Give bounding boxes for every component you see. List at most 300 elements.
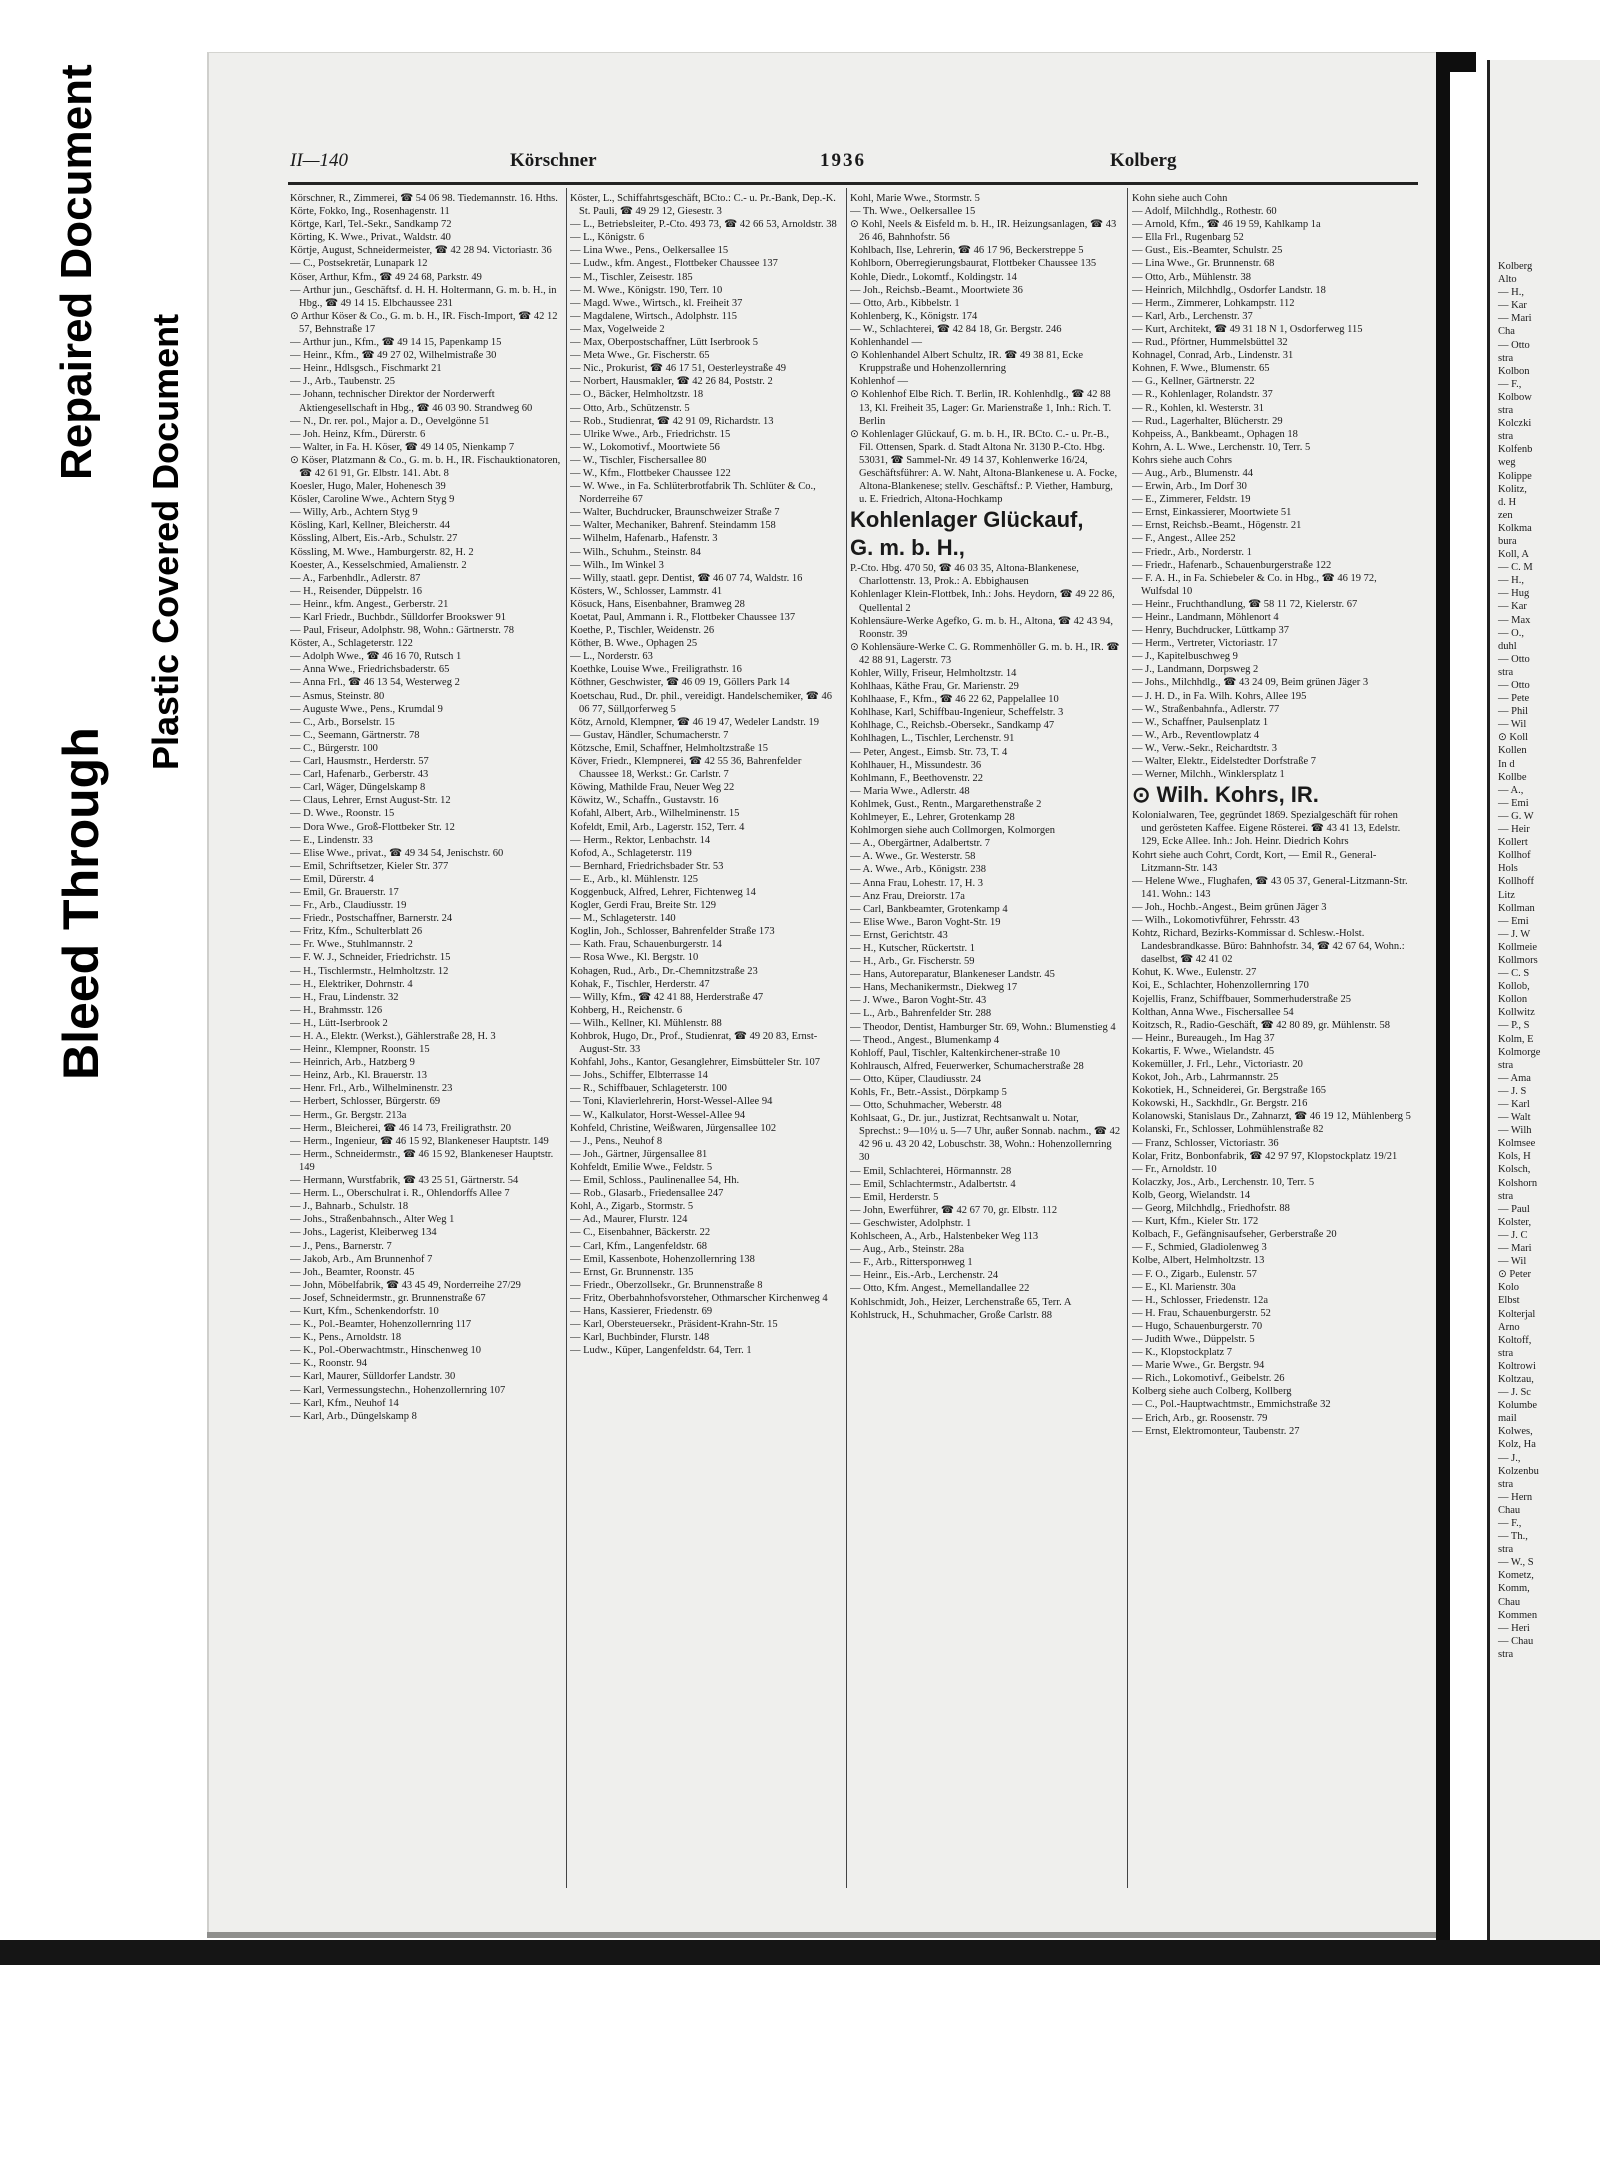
- adjacent-fragment: Koltoff,: [1498, 1334, 1532, 1346]
- adjacent-fragment: zen: [1498, 509, 1513, 521]
- adjacent-fragment: stra: [1498, 405, 1514, 417]
- directory-entry: — Auguste Wwe., Pens., Krumdal 9: [290, 703, 443, 715]
- directory-entry: — W., Straßenbahnfa., Adlerstr. 77: [1132, 703, 1280, 715]
- adjacent-fragment: stra: [1498, 352, 1514, 364]
- adjacent-fragment: — H.,: [1498, 287, 1524, 299]
- adjacent-fragment: Kolshorn: [1498, 1177, 1538, 1189]
- directory-entry: — Hugo, Schauenburgerstr. 70: [1132, 1320, 1263, 1332]
- directory-entry: — Joh., Gärtner, Jürgensallee 81: [570, 1148, 708, 1160]
- column-rule: [846, 188, 847, 1888]
- directory-entry: Koetschau, Rud., Dr. phil., vereidigt. Handelschemiker, ☎ 46 06 77, Süllдorferweg 5: [570, 690, 832, 715]
- scan-bottom-band: [0, 1940, 1600, 1965]
- directory-entry: ⊙ Kohlenhandel Albert Schultz, IR. ☎ 49 38 81, Ecke Kruppstraße und Hohenzollernring: [850, 350, 1083, 375]
- directory-entry: — Karl, Buchbinder, Flurstr. 148: [570, 1332, 710, 1344]
- directory-entry: Kohlhaas, Käthe Frau, Gr. Marienstr. 29: [850, 681, 1019, 693]
- directory-entry: — Josef, Schneidermstr., gr. Brunnenstraße 67: [290, 1292, 486, 1304]
- directory-entry: Körte, Fokko, Ing., Rosenhagenstr. 11: [290, 206, 450, 218]
- adjacent-fragment: — Emi: [1498, 915, 1529, 927]
- directory-entry: — Hermann, Wurstfabrik, ☎ 43 25 51, Gärtnerstr. 54: [290, 1175, 519, 1187]
- directory-entry: Kösler, Caroline Wwe., Achtern Styg 9: [290, 494, 455, 506]
- directory-entry: — Hans, Mechanikermstr., Diekweg 17: [850, 982, 1018, 994]
- adjacent-fragment: Kommen: [1498, 1609, 1538, 1621]
- directory-entry: Kösuck, Hans, Eisenbahner, Bramwеg 28: [570, 598, 745, 610]
- adjacent-fragment: Kollwitz: [1498, 1007, 1535, 1019]
- directory-entry: — Ernst, Gr. Brunnenstr. 135: [570, 1266, 694, 1278]
- directory-entry: — Anna Frl., ☎ 46 13 54, Westerweg 2: [290, 677, 460, 689]
- directory-entry: — Fr., Arb., Claudiusstr. 19: [290, 900, 407, 912]
- directory-entry: — Fritz, Oberbahnhofsvorsteher, Othmarscher Kirchenweg 4: [570, 1292, 828, 1304]
- adjacent-fragment: Kolbow: [1498, 391, 1532, 403]
- adjacent-fragment: stra: [1498, 1190, 1514, 1202]
- directory-entry: — Theodor, Dentist, Hamburger Str. 69, Wohn.: Blumenstieg 4: [850, 1021, 1116, 1033]
- directory-entry: Kohlenhandel —: [850, 337, 923, 349]
- adjacent-fragment: — C. M: [1498, 562, 1533, 574]
- directory-entry: — K., Pol.-Oberwachtmstr., Hinschenweg 10: [290, 1345, 482, 1357]
- directory-entry: — Bernhard, Friedrichsbader Str. 53: [570, 860, 724, 872]
- directory-entry: — Emil, Gr. Brauerstr. 17: [290, 886, 399, 898]
- directory-entry: — Herbert, Schlosser, Bürgerstr. 69: [290, 1096, 441, 1108]
- directory-entry: Kolberg siehe auch Colberg, Kollberg: [1132, 1386, 1292, 1398]
- directory-entry: Köster, L., Schiffahrtsgeschäft, BCto.: C.- u. Pr.-Bank, Dep.-K. St. Pauli, ☎ 49 29 12, Giesestr. 3: [570, 193, 836, 218]
- directory-entry: — Fr. Wwe., Stuhlmannstr. 2: [290, 939, 413, 951]
- directory-entry: — Kurt, Architekt, ☎ 49 31 18 N 1, Osdorferweg 115: [1132, 323, 1363, 335]
- directory-entry: Kohlbach, Ilse, Lehrerin, ☎ 46 17 96, Beckerstreppe 5: [850, 245, 1084, 257]
- adjacent-fragment: Kolo: [1498, 1282, 1519, 1294]
- adjacent-fragment: — J.,: [1498, 1452, 1521, 1464]
- directory-entry: — Kurt, Kfm., Schenkendorfstr. 10: [290, 1305, 439, 1317]
- directory-entry: — C., Arb., Borselstr. 15: [290, 716, 395, 728]
- directory-entry: — Ernst, Elektromonteur, Taubenstr. 27: [1132, 1425, 1300, 1437]
- directory-entry: — Herm., Schneidermstr., ☎ 46 15 92, Blankeneser Hauptstr. 149: [290, 1148, 554, 1173]
- directory-entry: Kohfahl, Johs., Kantor, Gesanglehrer, Eimsbütteler Str. 107: [570, 1057, 820, 1069]
- directory-entry: Kohpeiss, A., Bankbeamt., Ophagen 18: [1132, 428, 1298, 440]
- adjacent-fragment: Kollob,: [1498, 981, 1530, 993]
- directory-entry: Kokotiek, H., Schneiderei, Gr. Bergstraße 165: [1132, 1085, 1327, 1097]
- directory-entry: — R., Kohlenlager, Rolandstr. 37: [1132, 389, 1273, 401]
- directory-entry: — Walter, in Fa. H. Köser, ☎ 49 14 05, Nienkamp 7: [290, 441, 515, 453]
- adjacent-fragment: ⊙ Koll: [1498, 732, 1529, 744]
- directory-entry: Kohut, K. Wwe., Eulenstr. 27: [1132, 967, 1257, 979]
- adjacent-fragment: Kollon: [1498, 994, 1528, 1006]
- plastic-covered-label: Plastic Covered Document: [145, 313, 186, 770]
- directory-entry: — Emil, Dürerstr. 4: [290, 873, 374, 885]
- directory-entry: — Johann, technischer Direktor der Norderwerft Aktiengesellschaft in Hbg., ☎ 46 03 90. Strandweg 60: [290, 389, 533, 414]
- directory-entry: Koesler, Hugo, Maler, Hohenesch 39: [290, 481, 446, 493]
- adjacent-fragment: — F.,: [1498, 1518, 1522, 1529]
- directory-entry: — Anna Frau, Lohestr. 17, H. 3: [850, 877, 983, 889]
- directory-entry: — Herm., Bleicherei, ☎ 46 14 73, Freiligrathstr. 20: [290, 1122, 511, 1134]
- directory-entry: — J., Pens., Neuhof 8: [570, 1135, 663, 1147]
- adjacent-fragment: — C. S: [1498, 968, 1530, 980]
- directory-entry: — Ernst, Gerichtstr. 43: [850, 929, 948, 941]
- directory-entry: — H. Frau, Schauenburgerstr. 52: [1132, 1307, 1271, 1319]
- directory-entry: G. m. b. H.,: [850, 535, 965, 561]
- directory-entry: Kokartis, F. Wwe., Wielandstr. 45: [1132, 1045, 1275, 1057]
- directory-entry: — Emil, Schlachtermstr., Adalbertstr. 4: [850, 1178, 1016, 1190]
- directory-entry: — H., Elektriker, Dohrnstr. 4: [290, 978, 413, 990]
- directory-entry: — Nic., Prokurist, ☎ 46 17 51, Oesterleystraße 49: [570, 363, 787, 375]
- directory-entry: Kohlstruck, H., Schuhmacher, Große Carlstr. 88: [850, 1309, 1052, 1321]
- directory-entry: Köver, Friedr., Klempnerei, ☎ 42 55 36, Bahrenfelder Chaussee 18, Werkst.: Gr. Carlstr. 7: [570, 756, 802, 781]
- directory-entry: — Carl, Hafenarb., Gerberstr. 43: [290, 769, 429, 781]
- adjacent-fragment: — A.,: [1498, 784, 1524, 796]
- directory-column-1: [290, 192, 562, 1882]
- directory-entry: — G., Kellner, Gärtnerstr. 22: [1132, 376, 1255, 388]
- directory-entry: ⊙ Wilh. Kohrs, IR.: [1132, 782, 1319, 808]
- directory-entry: — Heinrich, Arb., Hatzberg 9: [290, 1057, 415, 1069]
- adjacent-fragment: Elbst: [1498, 1295, 1520, 1307]
- directory-entry: — H., Brahmsstr. 126: [290, 1004, 383, 1016]
- adjacent-fragment: — G. W: [1498, 810, 1534, 822]
- adjacent-fragment: Litz: [1498, 889, 1515, 901]
- directory-entry: Kohfeldt, Emilie Wwe., Feldstr. 5: [570, 1161, 713, 1173]
- adjacent-fragment: — H.,: [1498, 575, 1524, 587]
- directory-entry: — Emil, Kassenbote, Hohenzollernring 138: [570, 1253, 755, 1265]
- directory-entry: Koglin, Joh., Schlosser, Bahrenfelder Straße 173: [570, 926, 775, 938]
- adjacent-fragment: d. H: [1498, 496, 1517, 508]
- directory-column-3: [850, 192, 1122, 1882]
- directory-entry: Kolanski, Fr., Schlosser, Lohmühlenstraße 82: [1132, 1124, 1324, 1136]
- directory-entry: Kohl, Marie Wwe., Stormstr. 5: [850, 193, 980, 204]
- adjacent-fragment: — F.,: [1498, 378, 1522, 390]
- adjacent-fragment: Kolsch,: [1498, 1164, 1531, 1176]
- directory-entry: Kohler, Willy, Friseur, Helmholtzstr. 14: [850, 668, 1017, 679]
- directory-entry: — Rich., Lokomotivf., Geibelstr. 26: [1132, 1373, 1285, 1385]
- directory-entry: Kösters, W., Schlosser, Lammstr. 41: [570, 585, 723, 597]
- directory-entry: Kohlenlager Glückauf,: [850, 507, 1084, 533]
- directory-entry: — Ella Frl., Rugenbarg 52: [1132, 232, 1244, 244]
- adjacent-fragment: — Hern: [1498, 1491, 1533, 1503]
- directory-entry: ⊙ Köser, Platzmann & Co., G. m. b. H., IR. Fischauktionatoren, ☎ 42 61 91, Gr. Elbstr. 141. Abt. 8: [290, 454, 561, 479]
- directory-entry: Kohlscheen, A., Arb., Halstenbeker Weg 113: [850, 1231, 1039, 1243]
- directory-entry: — Otto, Arb., Mühlenstr. 38: [1132, 271, 1252, 283]
- directory-entry: — M., Tischler, Zeisestr. 185: [570, 271, 693, 283]
- directory-entry: — W., Tischler, Fischersallee 80: [570, 454, 707, 466]
- adjacent-fragment: Koltrowi: [1498, 1360, 1536, 1372]
- bleed-through-label: Bleed Through: [53, 727, 109, 1080]
- directory-entry: Kohlhase, Karl, Schiffbau-Ingenieur, Scheffelstr. 3: [850, 707, 1064, 719]
- adjacent-fragment: Kolzenbu: [1498, 1465, 1539, 1477]
- directory-entry: — Henry, Buchdrucker, Lüttkamp 37: [1132, 625, 1289, 637]
- directory-entry: — Fr., Arnoldstr. 10: [1132, 1163, 1217, 1175]
- directory-column-4: [1132, 192, 1414, 1882]
- directory-entry: — Rud., Pförtner, Hummelsbüttel 32: [1132, 337, 1288, 349]
- directory-entry: — Rob., Studienrat, ☎ 42 91 09, Richardstr. 13: [570, 415, 774, 427]
- directory-entry: — Ulrike Wwe., Arb., Friedrichstr. 15: [570, 428, 731, 440]
- directory-entry: — Emil, Schlachterei, Hörmannstr. 28: [850, 1165, 1012, 1177]
- adjacent-fragment: Kollman: [1498, 902, 1535, 914]
- directory-entry: — Th. Wwe., Oelkersallee 15: [850, 206, 976, 218]
- directory-entry: — Lina Wwe., Pens., Oelkersallee 15: [570, 245, 729, 257]
- adjacent-fragment: stra: [1498, 1059, 1514, 1071]
- adjacent-fragment: Kolczki: [1498, 418, 1532, 430]
- directory-entry: — F., Arb., Rittersporнweg 1: [850, 1257, 973, 1269]
- directory-entry: Kohlmeyer, E., Lehrer, Grotenkamp 28: [850, 812, 1015, 824]
- adjacent-fragment: Komm,: [1498, 1583, 1530, 1595]
- directory-entry: Köthner, Geschwister, ☎ 46 09 19, Göllers Park 14: [570, 677, 790, 689]
- directory-entry: — Arnold, Kfm., ☎ 46 19 59, Kahlkamp 1a: [1132, 219, 1321, 231]
- directory-entry: Koethe, P., Tischler, Weidenstr. 26: [570, 625, 715, 637]
- adjacent-fragment: Kolbon: [1498, 365, 1530, 377]
- directory-entry: — Wilh., Schuhm., Steinstr. 84: [570, 546, 701, 558]
- adjacent-fragment: Chau: [1498, 1596, 1521, 1608]
- adjacent-fragment: Kolmseе: [1498, 1138, 1536, 1150]
- directory-entry: — Friedr., Postschaffner, Barnerstr. 24: [290, 913, 453, 925]
- directory-entry: ⊙ Kohl, Neels & Eisfeld m. b. H., IR. Heizungsanlagen, ☎ 43 26 46, Bahnhofstr. 56: [850, 219, 1117, 244]
- directory-entry: — Heinr., Kfm., ☎ 49 27 02, Wilhelmistraße 30: [290, 350, 497, 362]
- directory-entry: — Walter, Buchdrucker, Braunschweizer Straße 7: [570, 507, 780, 519]
- directory-entry: — C., Pol.-Hauptwachtmstr., Emmichstraße 32: [1132, 1399, 1331, 1411]
- directory-entry: — Heinr., kfm. Angest., Gerberstr. 21: [290, 598, 449, 610]
- directory-entry: — Johs., Straßenbahnsch., Alter Weg 1: [290, 1214, 455, 1226]
- first-entry-word: Körschner: [510, 150, 597, 171]
- directory-entry: Koi, E., Schlachter, Hohenzollernring 170: [1132, 980, 1309, 992]
- directory-entry: — John, Ewerführer, ☎ 42 67 70, gr. Elbstr. 112: [850, 1204, 1058, 1216]
- adjacent-fragment: — Otto: [1498, 653, 1530, 665]
- adjacent-fragment: Kolfenb: [1498, 444, 1533, 456]
- adjacent-fragment: stra: [1498, 1347, 1514, 1359]
- directory-entry: — K., Pens., Arnoldstr. 18: [290, 1332, 402, 1344]
- adjacent-page: [1487, 60, 1600, 1940]
- adjacent-fragment: ⊙ Peter: [1498, 1269, 1531, 1281]
- directory-entry: — Herm., Zimmerer, Lohkampstr. 112: [1132, 297, 1295, 309]
- directory-entry: — Rosa Wwe., Kl. Bergstr. 10: [570, 952, 699, 964]
- adjacent-fragment: Koll, A: [1498, 549, 1529, 561]
- adjacent-fragment: — J. S: [1498, 1085, 1527, 1097]
- directory-entry: — Willy, staatl. gepr. Dentist, ☎ 46 07 74, Waldstr. 16: [570, 572, 803, 584]
- directory-entry: — Werner, Milchh., Winklersplatz 1: [1132, 769, 1285, 781]
- directory-entry: — C., Seemann, Gärtnerstr. 78: [290, 729, 420, 741]
- adjacent-fragment: Kolz, Ha: [1498, 1439, 1536, 1451]
- directory-entry: — Henr. Frl., Arb., Wilhelminenstr. 23: [290, 1083, 453, 1095]
- directory-entry: Kössling, M. Wwe., Hamburgerstr. 82, H. 2: [290, 546, 474, 558]
- directory-entry: — H. A., Elektr. (Werkst.), Gählerstraße 28, H. 3: [290, 1031, 496, 1042]
- directory-entry: Kolonialwaren, Tee, gegründet 1869. Spezialgeschäft für rohen und gerösteten Kaffee. Eigene Rösterei. ☎ 43 41 13, Edelstr. 129, Ecke Allee. Inh.: Joh. Heinr. Diedrich Kohrs: [1132, 810, 1401, 848]
- directory-entry: ⊙ Kohlenlager Glückauf, G. m. b. H., IR. BCto. C.- u. Pr.-B., Fil. Ottensen, Spark. d. Stadt Altona Nr. 3130 P.-Cto. Hbg. 53031, ☎ Sammel-Nr. 49 14 37, Kohlenwerke 16/24, Geschäftsführer: A. W. Naht, Altona-Blankenese u. A. Focke, Altona-Blankenese; stellv. Geschäftsf.: P. Viether, Hamburg, u. E. Friedrich, Altona-Hochkamp: [850, 428, 1118, 506]
- adjacent-fragment: — Phil: [1498, 706, 1529, 718]
- directory-entry: — W., Kfm., Flottbeker Chaussee 122: [570, 467, 731, 479]
- directory-entry: — Helene Wwe., Flughafen, ☎ 43 05 37, General-Litzmann-Str. 141. Wohn.: 143: [1132, 875, 1408, 900]
- directory-entry: — Gust., Eis.-Beamter, Schulstr. 25: [1132, 245, 1283, 257]
- directory-entry: Kolb, Georg, Wielandstr. 14: [1132, 1189, 1251, 1201]
- directory-entry: — Wilh., Im Winkel 3: [570, 559, 664, 571]
- directory-entry: — H., Arb., Gr. Fischerstr. 59: [850, 956, 975, 968]
- directory-entry: — Wilh., Kellner, Kl. Mühlenstr. 88: [570, 1017, 722, 1029]
- directory-entry: — J., Landmann, Dorpsweg 2: [1132, 664, 1259, 676]
- adjacent-fragment: — Wil: [1498, 1256, 1527, 1268]
- directory-entry: Kohls, Fr., Betr.-Assist., Dörpkamp 5: [850, 1087, 1007, 1098]
- directory-entry: — O., Bäcker, Helmholtzstr. 18: [570, 389, 704, 401]
- directory-entry: — W. Wwe., in Fa. Schlüterbrotfabrik Th. Schlüter & Co., Norderreihe 67: [570, 481, 816, 506]
- directory-entry: — L., Norderstr. 63: [570, 651, 653, 663]
- directory-entry: — W., Schaffner, Paulsenplatz 1: [1132, 716, 1269, 728]
- adjacent-fragment: In d: [1498, 758, 1515, 770]
- directory-entry: — Ludw., kfm. Angest., Flottbeker Chaussee 137: [570, 258, 778, 270]
- directory-entry: — Friedr., Arb., Norderstr. 1: [1132, 546, 1252, 558]
- adjacent-fragment: — Kar: [1498, 601, 1527, 613]
- adjacent-fragment: Kometz,: [1498, 1570, 1534, 1582]
- adjacent-fragment: — W., S: [1498, 1557, 1534, 1569]
- directory-entry: Kolanowski, Stanislaus Dr., Zahnarzt, ☎ 46 19 12, Mühlenberg 5: [1132, 1111, 1411, 1123]
- adjacent-fragment: Chau: [1498, 1504, 1521, 1516]
- directory-entry: — Wilh., Lokomotivführer, Fehrsstr. 43: [1132, 914, 1300, 926]
- directory-entry: — F. A. H., in Fa. Schiebeler & Co. in Hbg., ☎ 46 19 72, Wulfsdal 10: [1132, 572, 1377, 597]
- adjacent-fragment: — Wilh: [1498, 1125, 1532, 1137]
- directory-entry: Kohlhauer, H., Missundestr. 36: [850, 759, 982, 771]
- directory-entry: — Otto, Schuhmacher, Weberstr. 48: [850, 1100, 1002, 1112]
- directory-entry: — C., Postsekretär, Lunapark 12: [290, 258, 428, 270]
- directory-entry: Koitzsch, R., Radio-Geschäft, ☎ 42 80 89, gr. Mühlenstr. 58: [1132, 1019, 1391, 1031]
- adjacent-fragment: — Paul: [1498, 1203, 1530, 1215]
- directory-entry: — Erich, Arb., gr. Roosenstr. 79: [1132, 1412, 1268, 1424]
- directory-entry: Kolbach, F., Gefängnisaufseher, Gerberstraße 20: [1132, 1229, 1337, 1241]
- directory-entry: — K., Klopstockplatz 7: [1132, 1347, 1233, 1359]
- directory-entry: — Carl, Hausmstr., Herderstr. 57: [290, 756, 429, 768]
- directory-entry: — John, Möbelfabrik, ☎ 43 45 49, Norderreihe 27/29: [290, 1279, 521, 1291]
- binding-top: [1436, 52, 1476, 72]
- directory-entry: — Wilhelm, Hafenarb., Hafenstr. 3: [570, 533, 718, 545]
- directory-entry: Kohbrok, Hugo, Dr., Prof., Studienrat, ☎ 49 20 83, Ernst-August-Str. 33: [570, 1031, 818, 1056]
- adjacent-fragment: Kollert: [1498, 837, 1528, 849]
- directory-entry: — Ludw., Küper, Langenfeldstr. 64, Terr. 1: [570, 1345, 752, 1357]
- adjacent-fragment: Kolterjal: [1498, 1308, 1536, 1320]
- directory-entry: Kohlborn, Oberregierungsbaurat, Flottbeker Chaussee 135: [850, 258, 1097, 270]
- directory-entry: — Georg, Milchhdlg., Friedhofstr. 88: [1132, 1203, 1290, 1215]
- directory-entry: — Herm., Vertreter, Victoriastr. 17: [1132, 638, 1278, 650]
- directory-entry: — Theod., Angest., Blumenkamp 4: [850, 1034, 1000, 1046]
- last-entry-word: Kolberg: [1110, 150, 1177, 171]
- directory-entry: — Aug., Arb., Blumenstr. 44: [1132, 467, 1254, 479]
- directory-entry: — J., Pens., Barnerstr. 7: [290, 1240, 392, 1252]
- directory-entry: Kohlensäure-Werke Agefko, G. m. b. H., Altona, ☎ 42 43 94, Roonstr. 39: [850, 615, 1114, 640]
- adjacent-fragment: — Pete: [1498, 693, 1530, 705]
- adjacent-fragment: — Chau: [1498, 1635, 1534, 1647]
- directory-entry: — Kurt, Kfm., Kieler Str. 172: [1132, 1216, 1259, 1228]
- adjacent-fragment: — Karl: [1498, 1099, 1530, 1110]
- directory-entry: — Ad., Maurer, Flurstr. 124: [570, 1214, 688, 1226]
- adjacent-fragment: — Wil: [1498, 719, 1527, 731]
- adjacent-fragment: — J. Sc: [1498, 1387, 1531, 1399]
- adjacent-fragment: — O.,: [1498, 627, 1524, 639]
- directory-entry: — E., Lindenstr. 33: [290, 834, 373, 846]
- adjacent-fragment: — Heri: [1498, 1622, 1530, 1634]
- directory-entry: ⊙ Kohlenhof Elbe Rich. T. Berlin, IR. Kohlenhdlg., ☎ 42 88 13, Kl. Freiheit 35, Lager: Gr. Marienstraße 1, Inh.: Rich. T. Berlin: [850, 389, 1112, 427]
- directory-entry: Kohlschmidt, Joh., Heizer, Lerchenstraße 65, Terr. A: [850, 1296, 1072, 1308]
- adjacent-fragment: — Th.,: [1498, 1531, 1528, 1543]
- directory-entry: Köser, Arthur, Kfm., ☎ 49 24 68, Parkstr. 49: [290, 271, 482, 283]
- directory-entry: — Claus, Lehrer, Ernst August-Str. 12: [290, 795, 451, 807]
- directory-entry: — M. Wwe., Königstr. 190, Terr. 10: [570, 284, 723, 296]
- adjacent-fragment: stra: [1498, 431, 1514, 443]
- directory-entry: — R., Kohlen, kl. Westerstr. 31: [1132, 402, 1264, 414]
- directory-entry: Kohrn, A. L. Wwe., Lerchenstr. 10, Terr. 5: [1132, 441, 1311, 453]
- directory-entry: Kohlmorgen siehe auch Collmorgen, Kolmorgen: [850, 825, 1056, 837]
- directory-entry: Kohlmek, Gust., Rentn., Margarethenstraße 2: [850, 798, 1042, 810]
- directory-entry: Kolthan, Anna Wwe., Fischersallee 54: [1132, 1006, 1294, 1018]
- page-number: II—140: [290, 150, 349, 171]
- adjacent-fragment: stra: [1498, 1544, 1514, 1556]
- directory-entry: — J. H. D., in Fa. Wilh. Kohrs, Allee 195: [1132, 690, 1307, 702]
- directory-entry: Kötzsche, Emil, Schaffner, Helmholtzstraße 15: [570, 742, 768, 754]
- adjacent-fragment: Arno: [1498, 1321, 1520, 1333]
- adjacent-fragment: weg: [1498, 457, 1516, 469]
- directory-entry: Kohagen, Rud., Arb., Dr.-Chemnitzstraße 23: [570, 965, 758, 977]
- directory-entry: — Judith Wwe., Düppelstr. 5: [1132, 1333, 1255, 1345]
- directory-entry: — A., Farbenhdlr., Adlerstr. 87: [290, 572, 421, 584]
- directory-entry: — Asmus, Steinstr. 80: [290, 690, 385, 702]
- directory-entry: — F. O., Zigarb., Eulenstr. 57: [1132, 1268, 1257, 1280]
- directory-entry: Kohberg, H., Reichenstr. 6: [570, 1004, 683, 1016]
- directory-entry: Kohnagel, Conrad, Arb., Lindenstr. 31: [1132, 350, 1294, 362]
- directory-entry: Kohloff, Paul, Tischler, Kaltenkirchener-straße 10: [850, 1047, 1061, 1059]
- adjacent-fragment: bura: [1498, 535, 1517, 547]
- directory-entry: — A., Obergärtner, Adalbertstr. 7: [850, 838, 990, 850]
- directory-entry: — E., Zimmerer, Feldstr. 19: [1132, 494, 1251, 506]
- directory-entry: — L., Arb., Bahrenfelder Str. 288: [850, 1008, 992, 1020]
- directory-entry: — Karl, Obersteuersekr., Präsident-Krahn-Str. 15: [570, 1319, 778, 1331]
- directory-entry: — Joh., Beamter, Roonstr. 45: [290, 1266, 415, 1278]
- directory-entry: — M., Schlageterstr. 140: [570, 913, 676, 925]
- directory-entry: — W., Arb., Reventlowplatz 4: [1132, 729, 1260, 741]
- directory-entry: — Karl, Maurer, Sülldorfer Landstr. 30: [290, 1371, 456, 1383]
- directory-entry: Kohle, Diedr., Lokomtf., Koldingstr. 14: [850, 271, 1017, 283]
- directory-entry: — Adolph Wwe., ☎ 46 16 70, Rutsch 1: [290, 651, 462, 663]
- directory-entry: — Max, Oberpostschaffner, Lütt Iserbrook 5: [570, 337, 759, 349]
- directory-entry: Köther, B. Wwe., Ophagen 25: [570, 638, 698, 650]
- directory-entry: — Otto, Küper, Claudiusstr. 24: [850, 1073, 982, 1085]
- directory-entry: — Jakob, Arb., Am Brunnenhof 7: [290, 1253, 433, 1265]
- directory-entry: Kogler, Gerdi Frau, Breite Str. 129: [570, 900, 716, 912]
- directory-entry: — Hans, Kassierer, Friedenstr. 69: [570, 1305, 713, 1317]
- directory-entry: — D. Wwe., Roonstr. 15: [290, 808, 395, 820]
- directory-entry: — Emil, Herderstr. 5: [850, 1191, 939, 1203]
- directory-entry: — H., Lütt-Iserbrook 2: [290, 1017, 388, 1029]
- directory-entry: — Emil, Schloss., Paulinenallee 54, Hh.: [570, 1175, 740, 1187]
- directory-entry: — A. Wwe., Arb., Königstr. 238: [850, 864, 987, 876]
- directory-entry: — Herm. L., Oberschulrat i. R., Ohlendorffs Allee 7: [290, 1188, 510, 1200]
- directory-entry: Kolbe, Albert, Helmholtzstr. 13: [1132, 1255, 1265, 1267]
- directory-entry: — Emil, Schriftsetzer, Kieler Str. 377: [290, 860, 449, 872]
- directory-entry: — Joh., Reichsb.-Beamt., Moortwiete 36: [850, 284, 1023, 296]
- directory-entry: — W., Schlachterei, ☎ 42 84 18, Gr. Bergstr. 246: [850, 323, 1062, 335]
- directory-entry: — Dora Wwe., Groß-Flottbeker Str. 12: [290, 821, 455, 833]
- directory-entry: — Joh., Hochb.-Angest., Beim grünen Jäger 3: [1132, 901, 1327, 913]
- directory-entry: Kokemüller, J. Frl., Lehr., Victoriastr. 20: [1132, 1059, 1303, 1070]
- directory-entry: Kolar, Fritz, Bonbonfabrik, ☎ 42 97 97, Klopstockplatz 19/21: [1132, 1150, 1398, 1162]
- directory-entry: Kohl, A., Zigarb., Stormstr. 5: [570, 1201, 694, 1213]
- adjacent-fragment: duhl: [1498, 640, 1517, 652]
- directory-entry: — Adolf, Milchhdlg., Rothestr. 60: [1132, 206, 1277, 218]
- directory-entry: P.-Cto. Hbg. 470 50, ☎ 46 03 35, Altona-Blankenese, Charlottenstr. 13, Prok.: A. Ebbighausen: [850, 563, 1079, 588]
- directory-entry: Kohak, F., Tischler, Herderstr. 47: [570, 978, 710, 990]
- directory-entry: Körtge, Karl, Tel.-Sekr., Sandkamp 72: [290, 219, 452, 231]
- directory-entry: — Erwin, Arb., Im Dorf 30: [1132, 481, 1247, 493]
- adjacent-fragment: — P., S: [1498, 1020, 1530, 1032]
- directory-entry: — Ernst, Reichsb.-Beamt., Högenstr. 21: [1132, 520, 1302, 532]
- directory-entry: Kohlhagen, L., Tischler, Lerchenstr. 91: [850, 733, 1015, 745]
- directory-entry: Körting, K. Wwe., Privat., Waldstr. 40: [290, 232, 451, 244]
- directory-entry: Koetat, Paul, Ammann i. R., Flottbeker Chaussee 137: [570, 612, 796, 623]
- directory-entry: — Karl, Arb., Düngelskamp 8: [290, 1410, 417, 1422]
- adjacent-fragment: — J. W: [1498, 928, 1531, 940]
- directory-entry: — H., Reisender, Düppelstr. 16: [290, 585, 422, 597]
- adjacent-fragment: Kollen: [1498, 745, 1527, 757]
- directory-year: 1936: [820, 150, 866, 171]
- directory-entry: — Hans, Autoreparatur, Blankeneser Landstr. 45: [850, 969, 1055, 981]
- adjacent-fragment: Kollhoff: [1498, 876, 1534, 888]
- directory-entry: Köster, A., Schlageterstr. 122: [290, 638, 413, 650]
- directory-entry: Kohlhage, C., Reichsb.-Obersekr., Sandkamp 47: [850, 720, 1055, 732]
